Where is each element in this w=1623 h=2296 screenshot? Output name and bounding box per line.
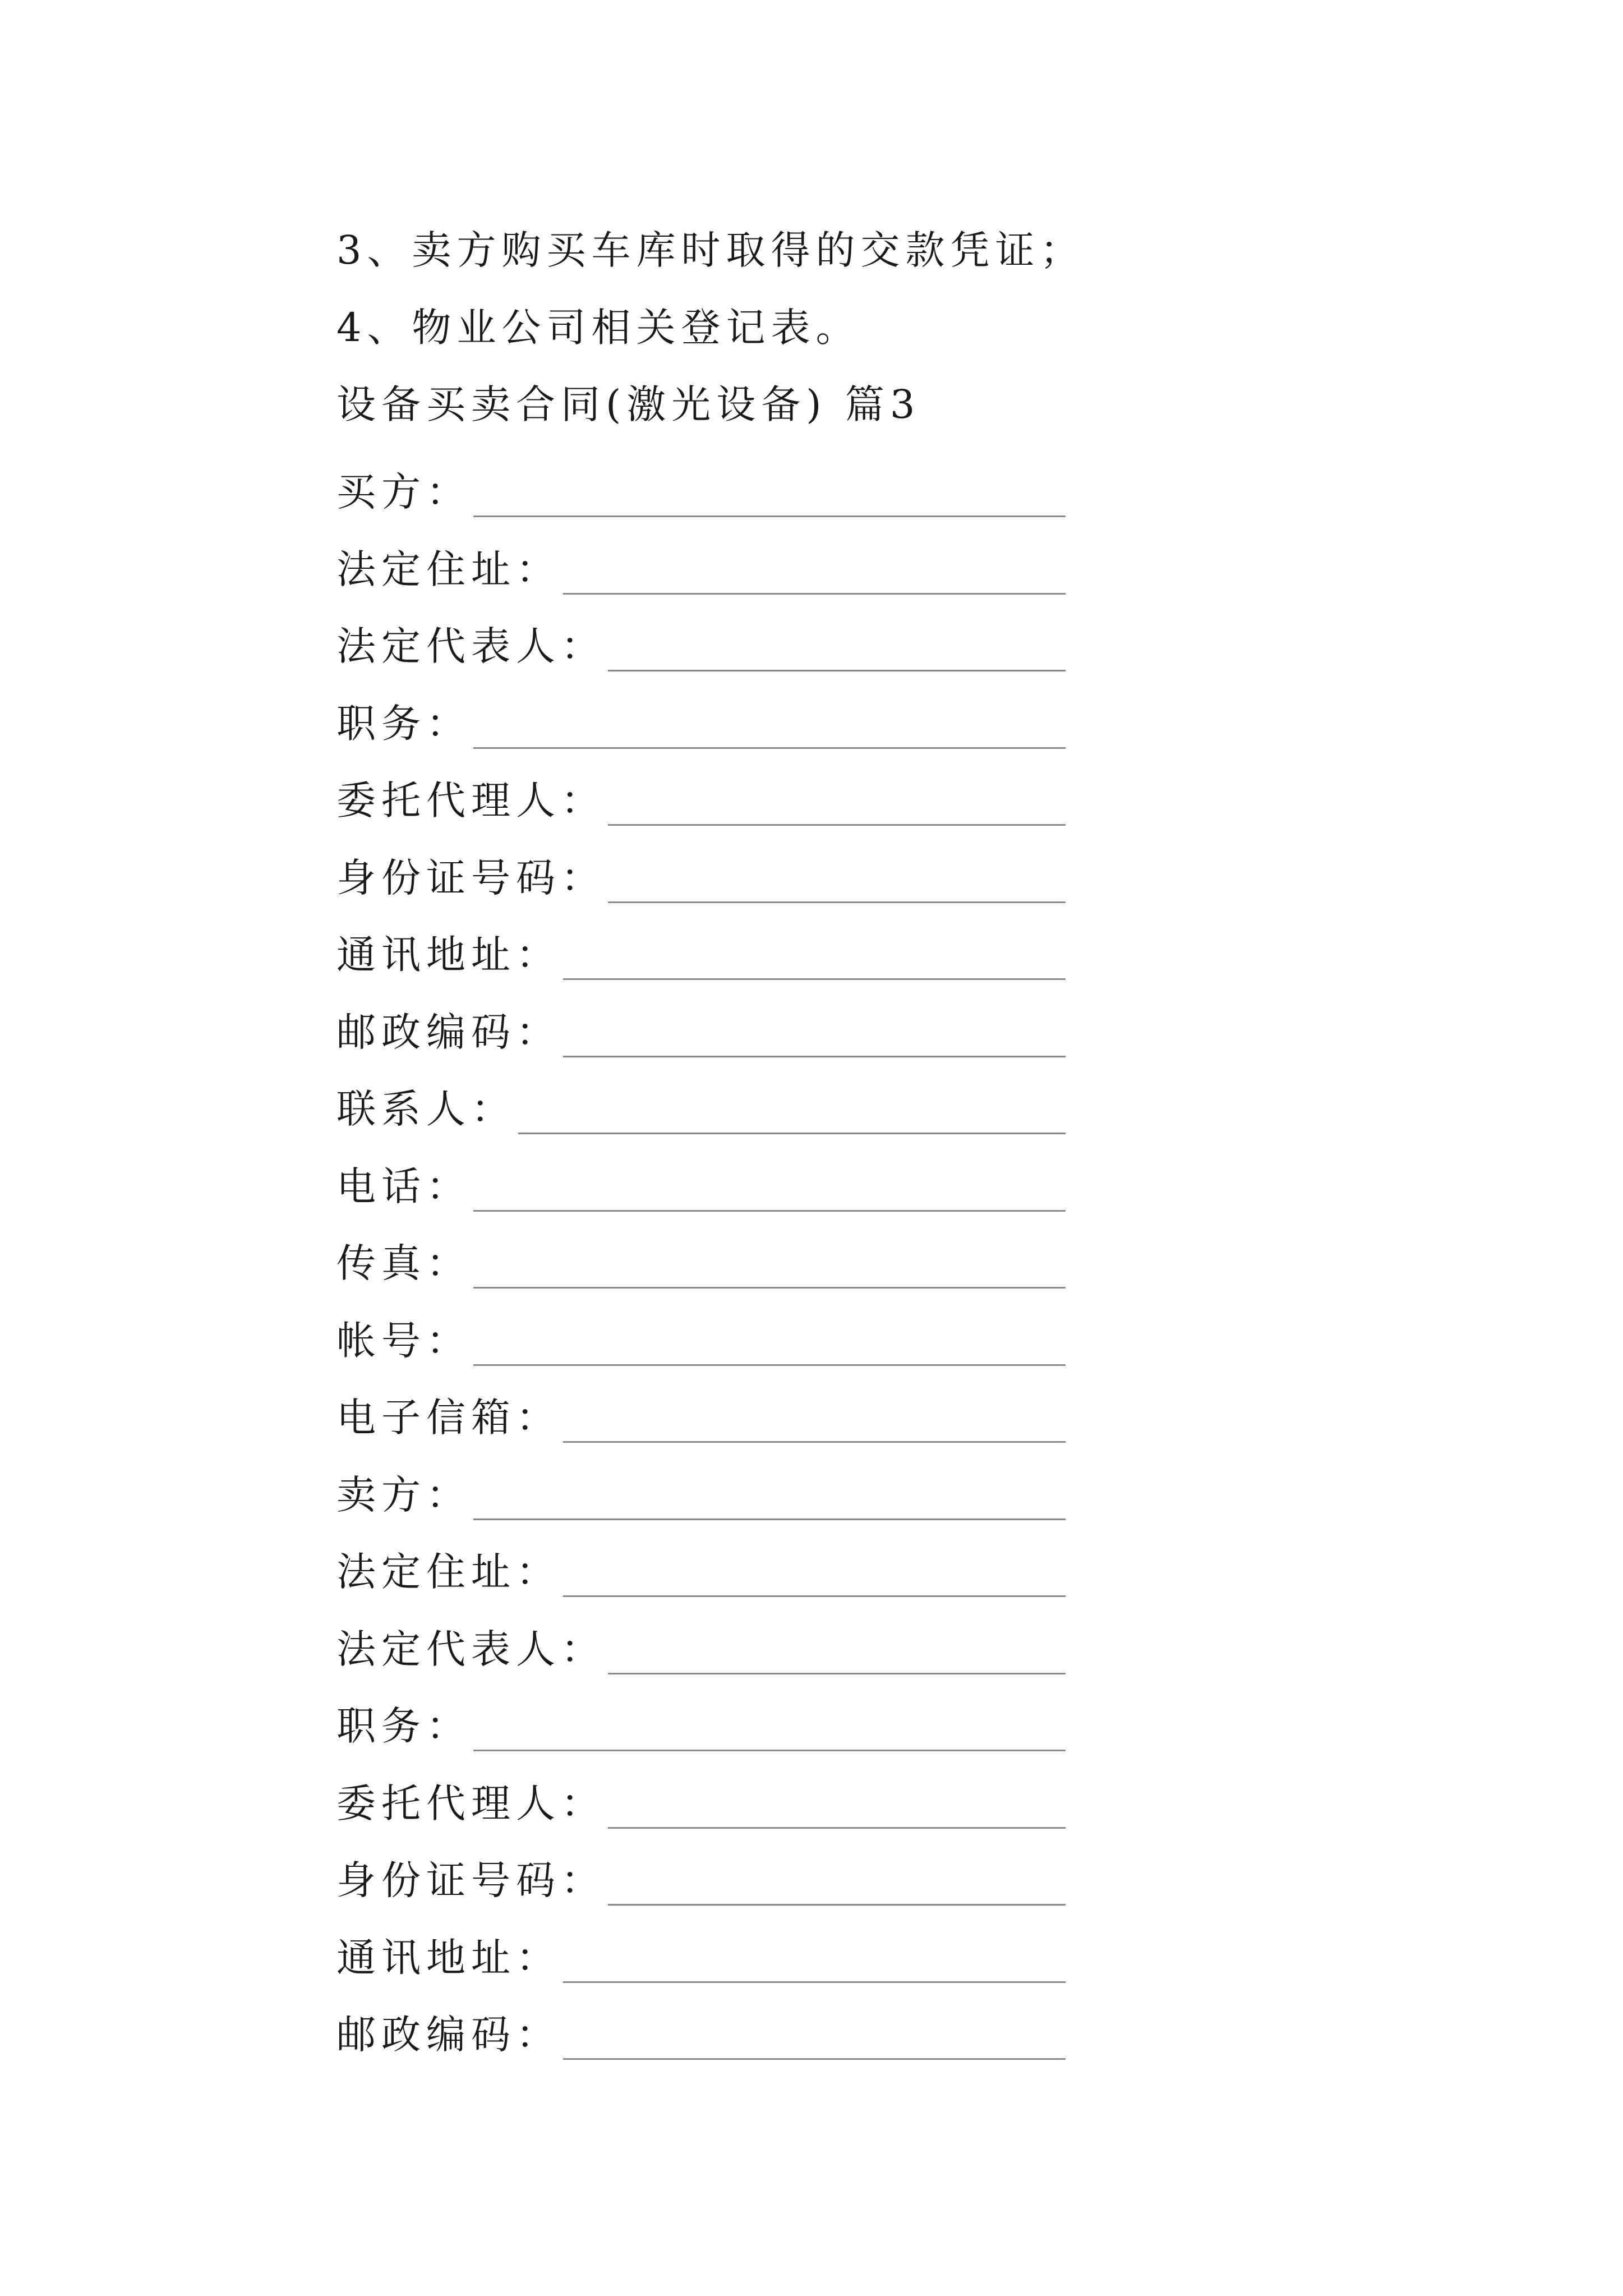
fill-in-blank: [563, 554, 1066, 595]
field-label: 传真：: [336, 1240, 471, 1286]
field-seller-id-number: [336, 1829, 1066, 1906]
section-title: 设备买卖合同(激光设备) 篇3: [336, 381, 921, 428]
field-label: 邮政编码：: [336, 1009, 561, 1055]
fill-in-blank: [473, 1171, 1066, 1212]
document-body: [336, 209, 1085, 2060]
field-buyer-fax: [336, 1212, 1066, 1289]
field-label: 电子信箱：: [336, 1395, 561, 1441]
fill-in-blank: [518, 1093, 1066, 1134]
fill-in-blank: [473, 476, 1066, 517]
fill-in-blank: [608, 1865, 1066, 1906]
field-seller: [336, 1443, 1066, 1520]
field-label: 卖方：: [336, 1471, 471, 1518]
field-buyer-phone: [336, 1134, 1066, 1212]
field-buyer-contact: [336, 1057, 1066, 1135]
field-buyer-mailing-address: [336, 903, 1066, 981]
field-buyer-legal-address: [336, 517, 1066, 595]
field-seller-postal-code: [336, 1983, 1066, 2060]
fill-in-blank: [563, 1556, 1066, 1597]
field-label: 委托代理人：: [336, 1780, 606, 1826]
intro-line-3: 3、卖方购买车库时取得的交款凭证；: [336, 227, 1085, 274]
fill-in-blank: [608, 785, 1066, 826]
fill-in-blank: [473, 1479, 1066, 1520]
field-label: 买方：: [336, 469, 471, 515]
fill-in-blank: [563, 1942, 1066, 1983]
field-label: 职务：: [336, 1703, 471, 1749]
fill-in-blank: [608, 1634, 1066, 1674]
fill-in-blank: [473, 1325, 1066, 1366]
intro-line-4: 4、物业公司相关登记表。: [336, 304, 861, 351]
fill-in-blank: [608, 862, 1066, 903]
field-buyer-postal-code: [336, 980, 1066, 1057]
field-label: 法定住址：: [336, 1549, 561, 1595]
field-label: 法定代表人：: [336, 623, 606, 669]
field-buyer-legal-representative: [336, 595, 1066, 672]
fill-in-blank: [473, 708, 1066, 749]
field-label: 身份证号码：: [336, 1857, 606, 1903]
field-label: 法定代表人：: [336, 1626, 606, 1672]
field-label: 邮政编码：: [336, 2012, 561, 2058]
field-buyer-account: [336, 1289, 1066, 1366]
field-label: 电话：: [336, 1163, 471, 1209]
field-seller-position: [336, 1674, 1066, 1752]
fill-in-blank: [563, 939, 1066, 980]
fill-in-blank: [563, 2019, 1066, 2060]
fill-in-blank: [608, 1788, 1066, 1829]
field-label: 委托代理人：: [336, 777, 606, 823]
field-seller-mailing-address: [336, 1906, 1066, 1983]
field-label: 通讯地址：: [336, 932, 561, 978]
field-buyer: [336, 440, 1066, 518]
field-buyer-agent: [336, 749, 1066, 826]
field-seller-legal-address: [336, 1520, 1066, 1598]
field-buyer-email: [336, 1366, 1066, 1443]
field-label: 职务：: [336, 700, 471, 747]
field-seller-legal-representative: [336, 1597, 1066, 1674]
field-label: 帐号：: [336, 1317, 471, 1364]
field-seller-agent: [336, 1751, 1066, 1829]
field-buyer-position: [336, 671, 1066, 749]
fill-in-blank: [608, 631, 1066, 671]
field-label: 联系人：: [336, 1086, 516, 1132]
fill-in-blank: [473, 1710, 1066, 1751]
field-label: 通讯地址：: [336, 1934, 561, 1981]
fill-in-blank: [473, 1248, 1066, 1289]
field-label: 身份证号码：: [336, 854, 606, 901]
field-label: 法定住址：: [336, 546, 561, 592]
fill-in-blank: [563, 1016, 1066, 1057]
fill-in-blank: [563, 1402, 1066, 1443]
field-buyer-id-number: [336, 826, 1066, 903]
